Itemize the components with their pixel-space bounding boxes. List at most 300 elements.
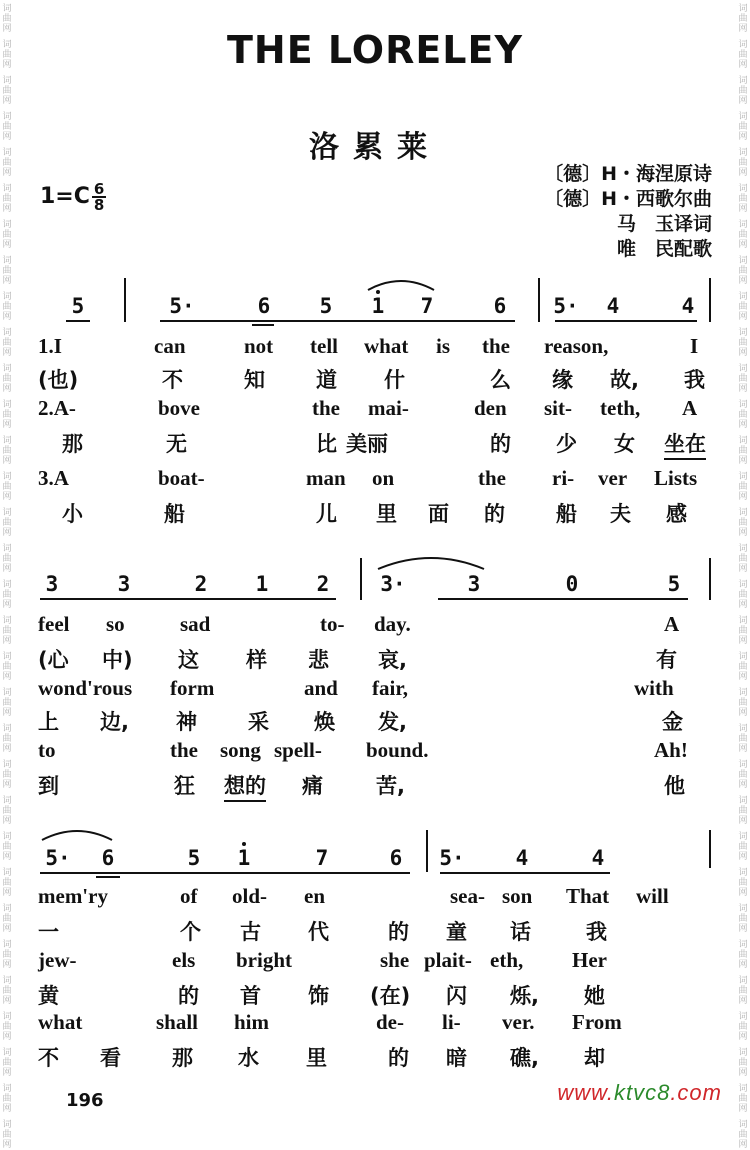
credit-arranger: 唯 民配歌 (616, 238, 712, 260)
watermark-glyph: 曲 (2, 770, 12, 780)
watermark-glyph: 网 (2, 456, 12, 466)
lyric: 金 (662, 710, 683, 734)
song-title: THE LORELEY (227, 28, 523, 72)
lyric: 缘 (552, 368, 573, 392)
note: 6 (493, 294, 507, 318)
lyric: 想的 (224, 770, 266, 802)
bar-line (709, 830, 711, 868)
time-denominator: 8 (93, 196, 105, 214)
lyric: (在) (370, 984, 411, 1008)
watermark-glyph: 网 (738, 1068, 748, 1078)
bar-line (360, 558, 362, 600)
lyric: 边, (100, 710, 129, 734)
watermark-glyph: 网 (2, 1140, 12, 1150)
lyric: she (380, 948, 410, 972)
lyric: 个 (180, 920, 201, 944)
note: 1 (237, 846, 251, 870)
watermark-glyph: 词 (738, 1120, 748, 1130)
watermark-glyph: 曲 (2, 194, 12, 204)
lyric: 首 (240, 984, 261, 1008)
note: 0 (565, 572, 579, 596)
lyric: of (180, 884, 198, 908)
watermark-glyph: 网 (738, 780, 748, 790)
lyric: 采 (248, 710, 269, 734)
underline-beam (252, 324, 274, 326)
watermark-glyph: 网 (738, 204, 748, 214)
watermark-glyph: 词 (2, 76, 12, 86)
watermark-glyph: 网 (2, 780, 12, 790)
watermark-glyph: 网 (738, 456, 748, 466)
watermark-glyph: 词 (2, 796, 12, 806)
lyric: 哀, (378, 648, 407, 672)
watermark-glyph: 网 (2, 240, 12, 250)
watermark-glyph: 曲 (2, 1058, 12, 1068)
watermark-glyph: 词 (738, 544, 748, 554)
note: 3 (117, 572, 131, 596)
note: 4 (591, 846, 605, 870)
underline-beam (438, 598, 688, 600)
watermark-glyph: 曲 (738, 518, 748, 528)
watermark-glyph: 词 (2, 580, 12, 590)
lyric: can (154, 334, 186, 358)
watermark-glyph: 网 (2, 564, 12, 574)
watermark-glyph: 网 (2, 1104, 12, 1114)
lyric: ver (598, 466, 628, 490)
credit-composer: 〔德〕H・西歌尔曲 (544, 188, 712, 210)
lyric: 面 (428, 502, 449, 526)
watermark-glyph: 网 (2, 60, 12, 70)
watermark-glyph: 网 (2, 492, 12, 502)
lyric: 的 (490, 432, 511, 456)
watermark-glyph: 词 (738, 1084, 748, 1094)
watermark-glyph: 词 (2, 4, 12, 14)
lyric: what (364, 334, 409, 358)
watermark-glyph: 词 (738, 616, 748, 626)
lyric: 船 (556, 502, 577, 526)
watermark-glyph: 网 (2, 888, 12, 898)
lyric: 他 (664, 774, 685, 798)
note: 6 (389, 846, 403, 870)
watermark-glyph: 词 (2, 616, 12, 626)
lyric: fair, (372, 676, 408, 700)
lyric: ver. (502, 1010, 535, 1034)
watermark-glyph: 曲 (738, 86, 748, 96)
key-signature (40, 182, 106, 212)
watermark-glyph: 词 (738, 364, 748, 374)
watermark-glyph: 曲 (738, 950, 748, 960)
watermark-glyph: 曲 (738, 482, 748, 492)
lyric: 发, (378, 710, 407, 734)
lyric: sea- (450, 884, 485, 908)
watermark-glyph: 网 (2, 384, 12, 394)
watermark-glyph: 网 (738, 420, 748, 430)
watermark-glyph: 词 (2, 688, 12, 698)
lyric: 看 (100, 1046, 121, 1070)
note: 5· (169, 294, 195, 318)
watermark-glyph: 曲 (738, 338, 748, 348)
lyric: 的 (388, 920, 409, 944)
watermark-glyph: 词 (738, 688, 748, 698)
watermark-glyph: 网 (738, 816, 748, 826)
watermark-glyph: 曲 (738, 1022, 748, 1032)
watermark-glyph: 词 (738, 976, 748, 986)
slur-arc (376, 553, 486, 571)
watermark-glyph: 网 (738, 564, 748, 574)
lyric: 什 (384, 368, 405, 392)
bar-line (709, 558, 711, 600)
watermark-glyph: 曲 (2, 878, 12, 888)
lyric: 的 (388, 1046, 409, 1070)
watermark-glyph: 曲 (738, 50, 748, 60)
watermark-glyph: 词 (738, 724, 748, 734)
lyric: bound. (366, 738, 429, 762)
lyric: son (502, 884, 533, 908)
watermark-glyph: 词 (2, 976, 12, 986)
note: 4 (515, 846, 529, 870)
lyric: li- (442, 1010, 461, 1034)
note: 7 (315, 846, 329, 870)
watermark-glyph: 词 (2, 1120, 12, 1130)
watermark-glyph: 曲 (2, 914, 12, 924)
watermark-glyph: 曲 (2, 518, 12, 528)
watermark-glyph: 曲 (2, 446, 12, 456)
watermark-glyph: 曲 (2, 266, 12, 276)
watermark-glyph: 词 (2, 472, 12, 482)
key-label: 1=C (40, 184, 90, 209)
watermark-glyph: 词 (738, 148, 748, 158)
watermark-glyph: 网 (738, 1104, 748, 1114)
watermark-glyph: 网 (2, 924, 12, 934)
watermark-glyph: 词 (738, 328, 748, 338)
watermark-glyph: 网 (738, 276, 748, 286)
lyric: els (172, 948, 196, 972)
watermark-glyph: 网 (738, 744, 748, 754)
watermark-glyph: 词 (738, 256, 748, 266)
watermark-glyph: 词 (2, 508, 12, 518)
lyric: 焕 (314, 710, 335, 734)
lyric: and (304, 676, 338, 700)
lyric: to- (320, 612, 345, 636)
lyric: 感 (666, 502, 687, 526)
watermark-glyph: 网 (738, 600, 748, 610)
note: 4 (681, 294, 695, 318)
lyric: shall (156, 1010, 199, 1034)
watermark-glyph: 曲 (2, 410, 12, 420)
lyric: mem'ry (38, 884, 108, 908)
note: 5· (45, 846, 71, 870)
watermark-glyph: 曲 (738, 1094, 748, 1104)
watermark-glyph: 曲 (738, 914, 748, 924)
watermark-glyph: 曲 (738, 734, 748, 744)
watermark-glyph: 网 (738, 996, 748, 1006)
watermark-glyph: 词 (738, 508, 748, 518)
lyric: what (38, 1010, 83, 1034)
watermark-glyph: 词 (2, 184, 12, 194)
watermark-glyph: 词 (738, 868, 748, 878)
lyric: 我 (586, 920, 607, 944)
note: 5 (71, 294, 85, 318)
lyric: 小 (62, 502, 83, 526)
note: 2 (316, 572, 330, 596)
watermark-glyph: 网 (738, 888, 748, 898)
watermark-glyph: 曲 (2, 302, 12, 312)
lyric: ri- (552, 466, 575, 490)
watermark-glyph: 词 (2, 40, 12, 50)
underline-beam (40, 598, 336, 600)
lyric: 1.I (38, 334, 62, 358)
lyric: 黄 (38, 984, 59, 1008)
lyric: A (682, 396, 698, 420)
lyric: 代 (308, 920, 329, 944)
lyric: spell- (274, 738, 322, 762)
lyric: bove (158, 396, 200, 420)
watermark-glyph: 曲 (2, 662, 12, 672)
watermark-glyph: 词 (2, 1084, 12, 1094)
octave-dot (242, 842, 246, 846)
bar-line (538, 278, 540, 322)
lyric: Lists (654, 466, 698, 490)
underline-beam (440, 872, 610, 874)
watermark-glyph: 词 (738, 760, 748, 770)
watermark-glyph: 曲 (2, 338, 12, 348)
lyric: song (220, 738, 261, 762)
watermark-glyph: 曲 (2, 482, 12, 492)
lyric: I (690, 334, 699, 358)
watermark-glyph: 词 (2, 148, 12, 158)
watermark-glyph: 词 (2, 364, 12, 374)
watermark-glyph: 网 (738, 60, 748, 70)
lyric: 却 (584, 1046, 605, 1070)
lyric: plait- (424, 948, 472, 972)
watermark-glyph: 网 (738, 240, 748, 250)
lyric: 里 (306, 1046, 327, 1070)
note: 5· (553, 294, 579, 318)
watermark-glyph: 词 (2, 112, 12, 122)
lyric: 那 (172, 1046, 193, 1070)
watermark-glyph: 曲 (2, 86, 12, 96)
lyric: 不 (162, 368, 183, 392)
lyric: 坐在 (664, 428, 706, 460)
watermark-glyph: 网 (738, 708, 748, 718)
lyric: 水 (238, 1046, 259, 1070)
watermark-glyph: 曲 (2, 1130, 12, 1140)
watermark-glyph: 网 (738, 1140, 748, 1150)
lyric: 饰 (308, 984, 329, 1008)
lyric: 的 (484, 502, 505, 526)
watermark-glyph: 曲 (2, 590, 12, 600)
lyric: 这 (178, 648, 199, 672)
watermark-glyph: 网 (2, 1068, 12, 1078)
lyric: bright (236, 948, 293, 972)
note: 6 (101, 846, 115, 870)
lyric: sad (180, 612, 211, 636)
lyric: feel (38, 612, 70, 636)
watermark-glyph: 曲 (738, 878, 748, 888)
watermark-glyph: 词 (2, 832, 12, 842)
watermark-glyph: 曲 (738, 14, 748, 24)
watermark-glyph: 网 (2, 420, 12, 430)
note: 3 (45, 572, 59, 596)
lyric: 故, (610, 368, 639, 392)
watermark-glyph: 词 (2, 292, 12, 302)
watermark-glyph: 词 (738, 1012, 748, 1022)
watermark-glyph: 曲 (2, 374, 12, 384)
watermark-glyph: 词 (738, 940, 748, 950)
lyric: 无 (166, 432, 187, 456)
lyric: Ah! (654, 738, 688, 762)
watermark-glyph: 词 (2, 436, 12, 446)
note: 3· (380, 572, 406, 596)
lyric: 有 (656, 648, 677, 672)
watermark-glyph: 曲 (2, 626, 12, 636)
watermark-glyph: 曲 (2, 554, 12, 564)
watermark-glyph: 网 (738, 348, 748, 358)
lyric: en (304, 884, 325, 908)
time-signature (92, 182, 106, 212)
site-name: ktvc8 (613, 1080, 671, 1105)
watermark-glyph: 曲 (738, 986, 748, 996)
slur-arc (366, 276, 436, 292)
lyric: form (170, 676, 215, 700)
lyric: will (636, 884, 669, 908)
underline-beam (66, 320, 90, 322)
watermark-glyph: 网 (2, 960, 12, 970)
lyric: 古 (240, 920, 261, 944)
watermark-glyph: 曲 (738, 302, 748, 312)
lyric: 上 (38, 710, 59, 734)
note: 1 (371, 294, 385, 318)
lyric: de- (376, 1010, 404, 1034)
watermark-glyph: 曲 (2, 230, 12, 240)
watermark-glyph: 词 (738, 1048, 748, 1058)
lyric: From (572, 1010, 622, 1034)
lyric: 狂 (174, 774, 195, 798)
lyric: old- (232, 884, 268, 908)
lyric: the (478, 466, 506, 490)
lyric: 3.A (38, 466, 69, 490)
chinese-title: 洛累莱 (309, 130, 441, 165)
note: 5 (187, 846, 201, 870)
lyric: sit- (544, 396, 572, 420)
lyric: 夫 (610, 502, 631, 526)
credits (544, 162, 712, 262)
lyric: (也) (38, 368, 79, 392)
lyric: teth, (600, 396, 641, 420)
lyric: 烁, (510, 984, 539, 1008)
watermark-glyph: 词 (738, 652, 748, 662)
watermark-glyph: 词 (2, 400, 12, 410)
lyric: eth, (490, 948, 524, 972)
bar-line (709, 278, 711, 322)
watermark-glyph: 网 (2, 132, 12, 142)
lyric: boat- (158, 466, 205, 490)
underline-beam (96, 876, 120, 878)
watermark-glyph: 词 (738, 796, 748, 806)
watermark-glyph: 网 (2, 528, 12, 538)
bar-line (124, 278, 126, 322)
lyric: 中) (102, 648, 133, 672)
lyric: reason, (544, 334, 609, 358)
bar-line (426, 830, 428, 872)
watermark-glyph: 词 (2, 760, 12, 770)
watermark-glyph: 曲 (738, 1130, 748, 1140)
watermark-glyph: 词 (738, 184, 748, 194)
lyric: 不 (38, 1046, 59, 1070)
watermark-glyph: 曲 (738, 446, 748, 456)
lyric: 悲 (308, 648, 329, 672)
lyric: 里 (376, 502, 397, 526)
watermark-glyph: 词 (2, 868, 12, 878)
lyric: 么 (490, 368, 511, 392)
watermark-glyph: 曲 (2, 842, 12, 852)
watermark-glyph: 词 (738, 436, 748, 446)
watermark-glyph: 网 (738, 672, 748, 682)
watermark-glyph: 曲 (738, 554, 748, 564)
watermark-glyph: 曲 (2, 734, 12, 744)
lyric: wond'rous (38, 676, 133, 700)
lyric: so (106, 612, 125, 636)
watermark-glyph: 词 (738, 4, 748, 14)
page-number: 196 (66, 1090, 104, 1111)
watermark-glyph: 网 (2, 24, 12, 34)
watermark-glyph: 网 (2, 276, 12, 286)
watermark-glyph: 曲 (738, 1058, 748, 1068)
lyric: jew- (38, 948, 77, 972)
lyric: man (306, 466, 346, 490)
lyric: 到 (38, 774, 59, 798)
watermark-glyph: 网 (738, 960, 748, 970)
watermark-glyph: 网 (2, 1032, 12, 1042)
watermark-glyph: 网 (2, 636, 12, 646)
site-suffix: .com (670, 1080, 722, 1105)
lyric: day. (374, 612, 411, 636)
lyric: 儿 (316, 502, 337, 526)
watermark-glyph: 词 (738, 112, 748, 122)
lyric: 样 (246, 648, 267, 672)
note: 2 (194, 572, 208, 596)
watermark-glyph: 词 (2, 904, 12, 914)
lyric: is (436, 334, 451, 358)
watermark-glyph: 网 (738, 924, 748, 934)
watermark-glyph: 曲 (2, 1094, 12, 1104)
note: 5 (667, 572, 681, 596)
lyric: 童 (446, 920, 467, 944)
credit-translator: 马 玉译词 (616, 213, 712, 235)
lyric: the (482, 334, 510, 358)
lyric: 神 (176, 710, 197, 734)
watermark-glyph: 网 (2, 852, 12, 862)
lyric: A (664, 612, 680, 636)
lyric: with (634, 676, 674, 700)
lyric: 知 (244, 368, 265, 392)
note: 7 (420, 294, 434, 318)
watermark-glyph: 网 (738, 96, 748, 106)
underline-beam (40, 872, 410, 874)
watermark-glyph: 网 (738, 528, 748, 538)
watermark-glyph: 曲 (738, 770, 748, 780)
lyric: den (474, 396, 507, 420)
lyric: on (372, 466, 395, 490)
lyric: 她 (584, 984, 605, 1008)
watermark-glyph: 词 (738, 292, 748, 302)
watermark-glyph: 网 (2, 744, 12, 754)
lyric: 我 (684, 368, 705, 392)
watermark-glyph: 曲 (2, 806, 12, 816)
lyric: 痛 (302, 774, 323, 798)
watermark-glyph: 网 (738, 24, 748, 34)
watermark-glyph: 网 (738, 312, 748, 322)
watermark-glyph: 网 (2, 96, 12, 106)
